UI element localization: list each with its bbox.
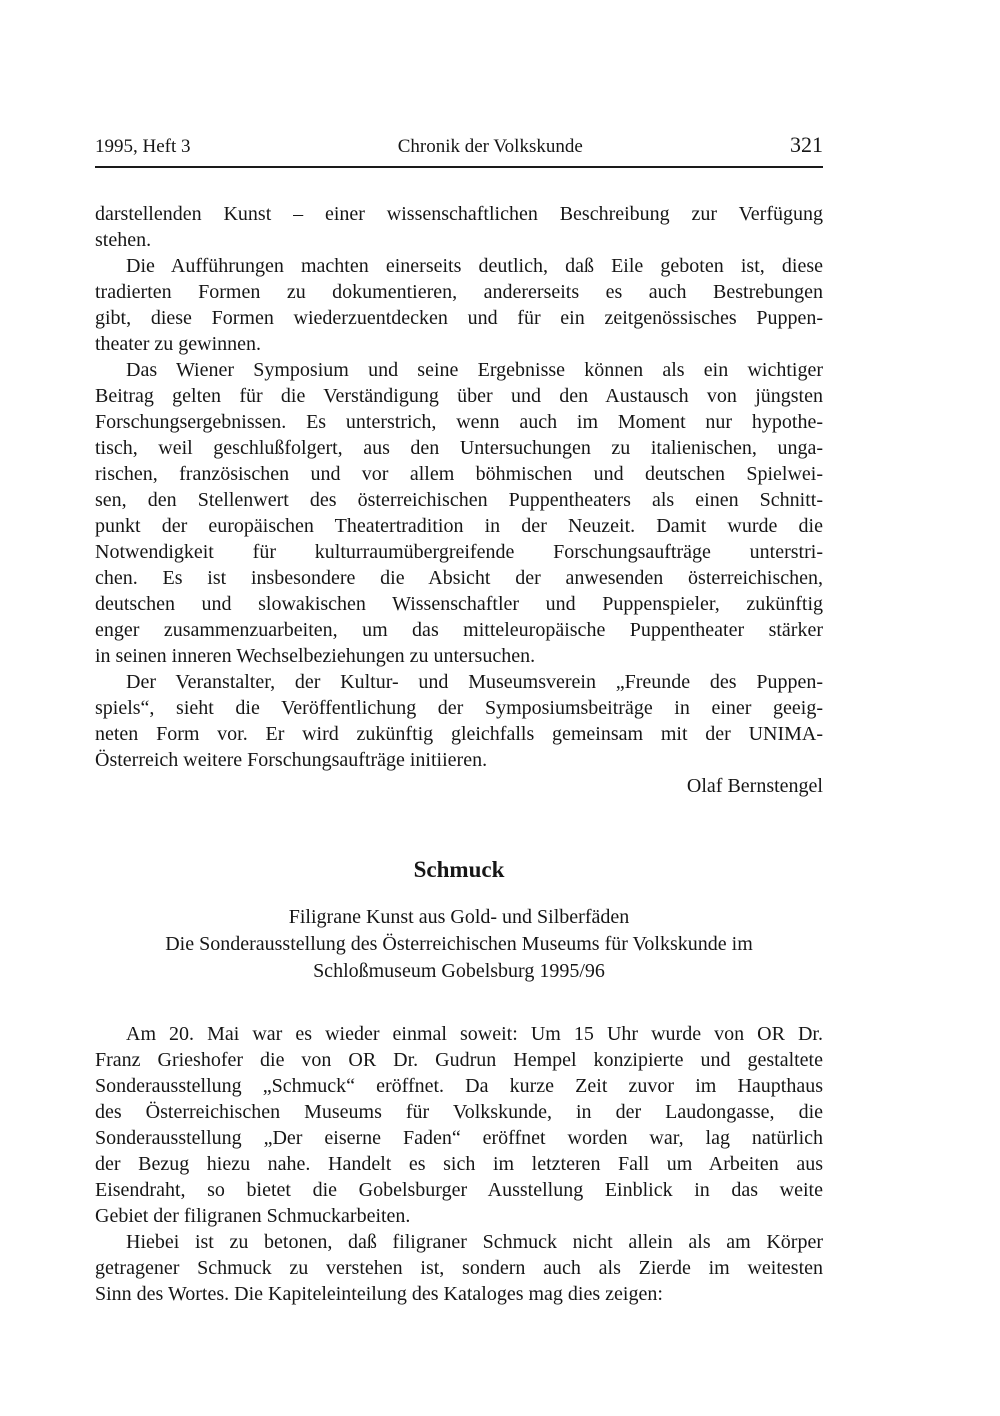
text-line: Sonderausstellung „Der eiserne Faden“ eröffnet worden war, lag natürlich bbox=[95, 1127, 823, 1149]
header-journal-title: Chronik der Volkskunde bbox=[397, 136, 583, 157]
text-line: gibt, diese Formen wiederzuentdecken und für ein zeitgenössisches Puppen- bbox=[95, 307, 823, 329]
article-puppentheater-text bbox=[95, 201, 823, 773]
text-line: Beitrag gelten für die Verständigung über und den Austausch von jüngsten bbox=[95, 385, 823, 407]
header-page-number: 321 bbox=[790, 132, 823, 157]
text-line: neten Form vor. Er wird zukünftig gleichfalls gemeinsam mit der UNIMA- bbox=[95, 723, 823, 745]
text-line: chen. Es ist insbesondere die Absicht der anwesenden österreichischen, bbox=[95, 567, 823, 589]
text-line: enger zusammenzuarbeiten, um das mitteleuropäische Puppentheater stärker bbox=[95, 619, 823, 641]
text-line: Hiebei ist zu betonen, daß filigraner Schmuck nicht allein als am Körper bbox=[126, 1231, 823, 1253]
header-rule bbox=[95, 166, 823, 168]
text-line: spiels“, sieht die Veröffentlichung der Symposiumsbeiträge in einer geeig- bbox=[95, 697, 823, 719]
paragraph bbox=[95, 253, 823, 357]
author-signature: Olaf Bernstengel bbox=[686, 775, 823, 797]
paragraph bbox=[95, 1021, 823, 1229]
text-line: Forschungsergebnissen. Es unterstrich, wenn auch im Moment nur hypothe- bbox=[95, 411, 823, 433]
text-line: stehen. bbox=[95, 229, 152, 251]
text-line: rischen, französischen und vor allem böhmischen und deutschen Spielwei- bbox=[95, 463, 823, 485]
text-line: theater zu gewinnen. bbox=[95, 333, 262, 355]
article-body bbox=[95, 201, 823, 1307]
text-line: Sonderausstellung „Schmuck“ eröffnet. Da kurze Zeit zuvor im Haupthaus bbox=[95, 1075, 823, 1097]
text-line: Notwendigkeit für kulturraumübergreifende Forschungsaufträge unterstri- bbox=[95, 541, 823, 563]
text-line: deutschen und slowakischen Wissenschaftler und Puppenspieler, zukünftig bbox=[95, 593, 823, 615]
text-line: des Österreichischen Museums für Volkskunde, in der Laudongasse, die bbox=[95, 1101, 823, 1123]
paragraph bbox=[95, 669, 823, 773]
text-line: Der Veranstalter, der Kultur- und Museumsverein „Freunde des Puppen- bbox=[126, 671, 823, 693]
text-line: tisch, weil geschlußfolgert, aus den Untersuchungen zu italienischen, unga- bbox=[95, 437, 823, 459]
article-schmuck-text bbox=[95, 1021, 823, 1307]
subtitle-line: Die Sonderausstellung des Österreichischen Museums für Volkskunde im bbox=[165, 933, 753, 955]
header-issue-label: 1995, Heft 3 bbox=[95, 136, 191, 157]
text-line: getragener Schmuck zu verstehen ist, sondern auch als Zierde im weitesten bbox=[95, 1257, 823, 1279]
paragraph bbox=[95, 357, 823, 669]
text-line: in seinen inneren Wechselbeziehungen zu untersuchen. bbox=[95, 645, 536, 667]
text-line: Gebiet der filigranen Schmuckarbeiten. bbox=[95, 1205, 411, 1227]
paragraph bbox=[95, 201, 823, 253]
text-line: tradierten Formen zu dokumentieren, andererseits es auch Bestrebungen bbox=[95, 281, 823, 303]
text-line: Eisendraht, so bietet die Gobelsburger Ausstellung Einblick in das weite bbox=[95, 1179, 823, 1201]
text-line: Franz Grieshofer die von OR Dr. Gudrun Hempel konzipierte und gestaltete bbox=[95, 1049, 823, 1071]
subtitle-line: Schloßmuseum Gobelsburg 1995/96 bbox=[313, 960, 605, 982]
text-line: Die Aufführungen machten einerseits deutlich, daß Eile geboten ist, diese bbox=[126, 255, 823, 277]
subtitle-line: Filigrane Kunst aus Gold- und Silberfäden bbox=[288, 906, 630, 928]
text-line: punkt der europäischen Theatertradition in der Neuzeit. Damit wurde die bbox=[95, 515, 823, 537]
article-subtitle bbox=[95, 904, 823, 985]
document-page bbox=[95, 133, 823, 1307]
text-line: Sinn des Wortes. Die Kapiteleinteilung des Kataloges mag dies zeigen: bbox=[95, 1283, 663, 1305]
text-line: Am 20. Mai war es wieder einmal soweit: Um 15 Uhr wurde von OR Dr. bbox=[126, 1023, 823, 1045]
article-title: Schmuck bbox=[413, 857, 505, 882]
text-line: Das Wiener Symposium und seine Ergebnisse können als ein wichtiger bbox=[126, 359, 823, 381]
text-line: Österreich weitere Forschungsaufträge initiieren. bbox=[95, 749, 488, 771]
text-line: der Bezug hiezu nahe. Handelt es sich im letzteren Fall um Arbeiten aus bbox=[95, 1153, 823, 1175]
paragraph bbox=[95, 1229, 823, 1307]
text-line: darstellenden Kunst – einer wissenschaftlichen Beschreibung zur Verfügung bbox=[95, 203, 823, 225]
text-line: sen, den Stellenwert des österreichischen Puppentheaters als einen Schnitt- bbox=[95, 489, 823, 511]
page-header bbox=[95, 133, 823, 159]
